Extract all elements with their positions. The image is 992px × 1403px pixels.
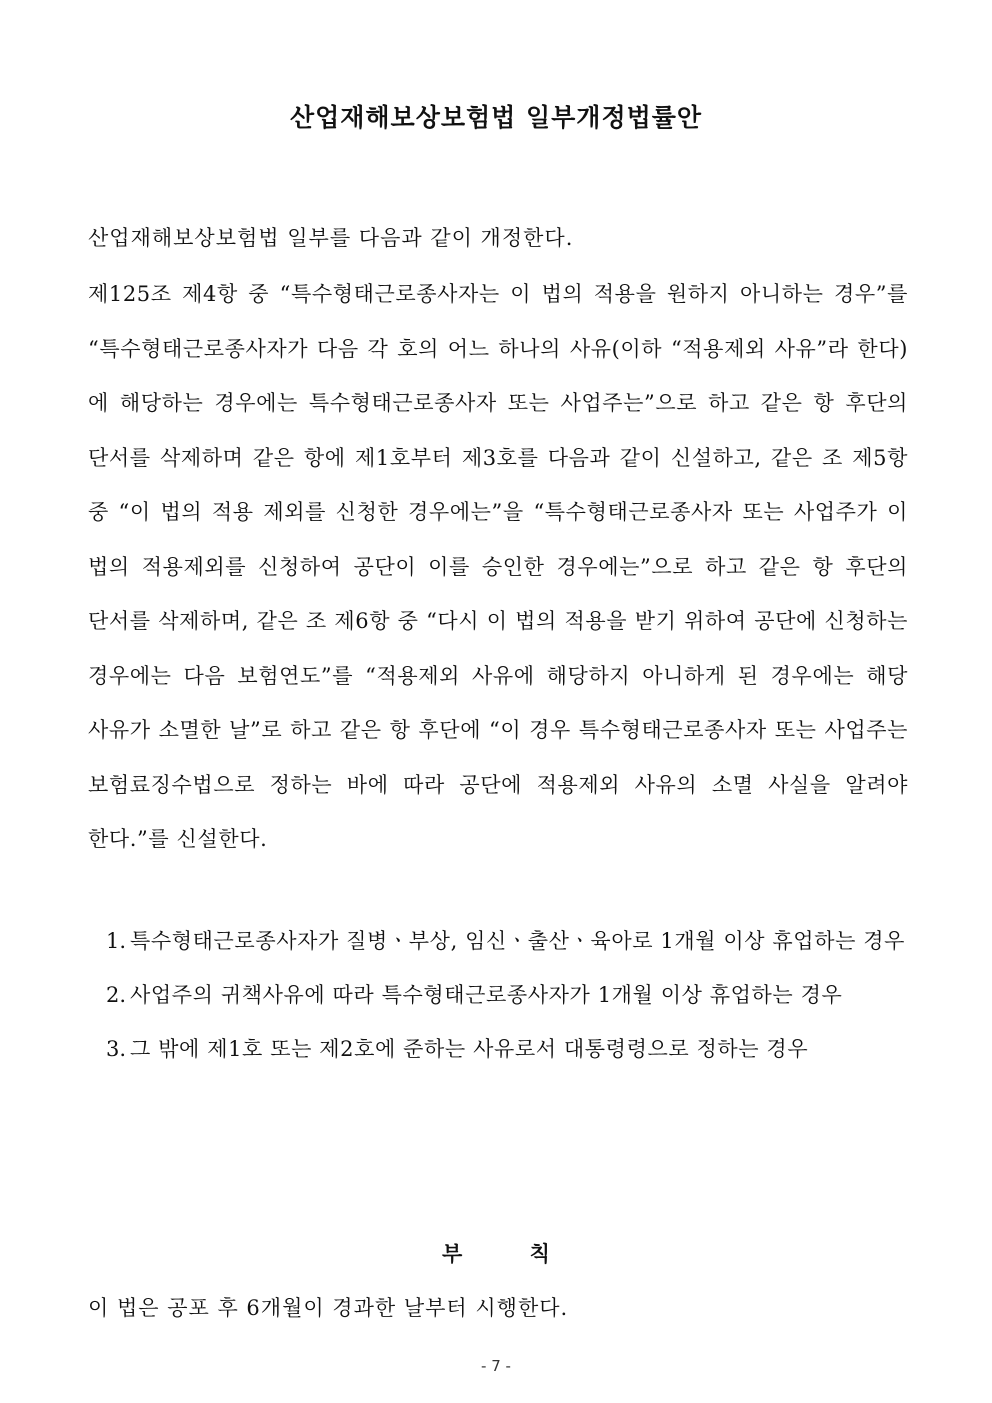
list-item-text: 그 밖에 제1호 또는 제2호에 준하는 사유로서 대통령령으로 정하는 경우	[130, 1037, 809, 1061]
list-item-text: 특수형태근로종사자가 질병ㆍ부상, 임신ㆍ출산ㆍ육아로 1개월 이상 휴업하는 경우	[130, 929, 906, 953]
list-item-number: 2.	[106, 983, 127, 1007]
list-item	[88, 968, 908, 1022]
amendment-items-list	[88, 914, 908, 1076]
list-item-text: 사업주의 귀책사유에 따라 특수형태근로종사자가 1개월 이상 휴업하는 경우	[130, 983, 843, 1007]
amendment-body-paragraph: 제125조 제4항 중 “특수형태근로종사자는 이 법의 적용을 원하지 아니하는 경우”를 “특수형태근로종사자가 다음 각 호의 어느 하나의 사유(이하 “적용제외 사유”라 한다)에 해당하는 경우에는 특수형태근로종사자 또는 사업주는”으로 하고 같은 항 후단의 단서를 삭제하며 같은 항에 제1호부터 제3호를 다음과 같이 신설하고, 같은 조 제5항 중 “이 법의 적용 제외를 신청한 경우에는”을 “특수형태근로종사자 또는 사업주가 이 법의 적용제외를 신청하여 공단이 이를 승인한 경우에는”으로 하고 같은 항 후단의 단서를 삭제하며, 같은 조 제6항 중 “다시 이 법의 적용을 받기 위하여 공단에 신청하는 경우에는 다음 보험연도”를 “적용제외 사유에 해당하지 아니하게 된 경우에는 해당 사유가 소멸한 날”로 하고 같은 항 후단에 “이 경우 특수형태근로종사자 또는 사업주는 보험료징수법으로 정하는 바에 따라 공단에 적용제외 사유의 소멸 사실을 알려야 한다.”를 신설한다.	[88, 282, 908, 851]
intro-sentence: 산업재해보상보험법 일부를 다음과 같이 개정한다.	[88, 226, 574, 250]
list-item	[88, 1022, 908, 1076]
list-item	[88, 914, 908, 968]
list-item-number: 1.	[106, 929, 127, 953]
supplementary-provisions-heading: 부 칙	[442, 1241, 550, 1266]
document-title: 산업재해보상보험법 일부개정법률안	[289, 103, 703, 132]
list-item-number: 3.	[106, 1037, 127, 1061]
supplementary-provisions-text: 이 법은 공포 후 6개월이 경과한 날부터 시행한다.	[88, 1296, 569, 1320]
page-number: - 7 -	[481, 1357, 511, 1375]
